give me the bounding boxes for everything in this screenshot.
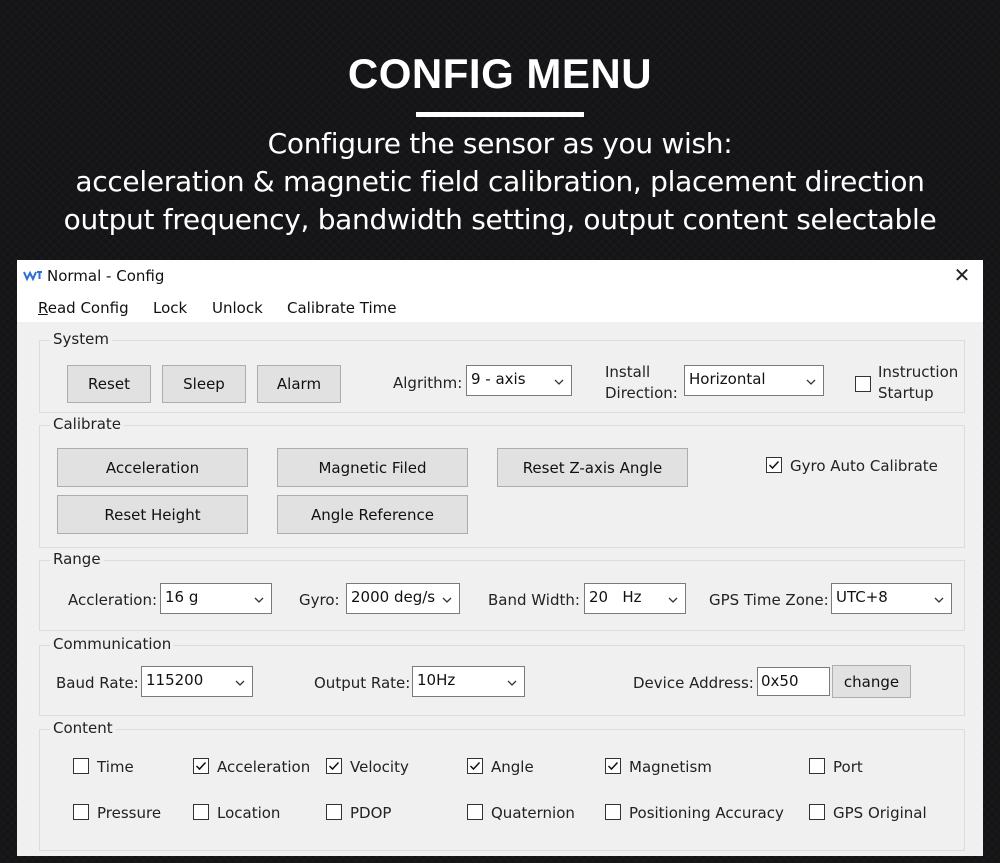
content-checkbox-magnetism[interactable] <box>605 758 621 774</box>
config-window <box>17 260 983 856</box>
content-checkbox-angle[interactable] <box>467 758 483 774</box>
device-address-label: Device Address: <box>633 674 754 692</box>
chevron-down-icon <box>553 374 565 386</box>
calibrate-group <box>39 415 965 548</box>
system-label: System <box>50 330 112 348</box>
content-checkbox-velocity[interactable] <box>326 758 342 774</box>
algorithm-select[interactable] <box>466 365 572 396</box>
gyro-range-value: 2000 deg/s <box>351 588 436 606</box>
output-rate-value: 10Hz <box>417 671 456 689</box>
communication-label: Communication <box>50 635 174 653</box>
content-label-item: Positioning Accuracy <box>629 804 784 822</box>
content-checkbox-pressure[interactable] <box>73 804 89 820</box>
alarm-button[interactable]: Alarm <box>257 365 341 403</box>
content-checkbox-gps-original[interactable] <box>809 804 825 820</box>
content-group <box>39 719 965 851</box>
algorithm-label: Algrithm: <box>393 374 463 392</box>
reset-z-axis-button[interactable]: Reset Z-axis Angle <box>497 448 688 487</box>
chevron-down-icon <box>667 592 679 604</box>
chevron-down-icon <box>253 592 265 604</box>
chevron-down-icon <box>506 675 518 687</box>
gps-time-zone-label: GPS Time Zone: <box>709 591 829 609</box>
menu-read-config[interactable] <box>38 299 129 317</box>
menu-calibrate-time[interactable]: Calibrate Time <box>287 299 397 317</box>
title-underline <box>416 112 584 117</box>
content-label-item: Pressure <box>97 804 162 822</box>
chevron-down-icon <box>441 592 453 604</box>
content-checkbox-location[interactable] <box>193 804 209 820</box>
content-label-item: Time <box>97 758 134 776</box>
range-group <box>39 550 965 631</box>
baud-rate-select[interactable] <box>141 666 253 697</box>
checkmark-icon <box>469 760 481 772</box>
menu-read-config-mnemonic: R <box>38 299 48 317</box>
calibrate-label: Calibrate <box>50 415 124 433</box>
menu-read-config-label: ead Config <box>47 299 129 317</box>
content-label-item: Acceleration <box>217 758 311 776</box>
bandwidth-select[interactable] <box>584 583 686 614</box>
content-label-item: Angle <box>491 758 534 776</box>
reset-button[interactable]: Reset <box>67 365 151 403</box>
baud-rate-value: 115200 <box>146 671 204 689</box>
reset-height-button[interactable]: Reset Height <box>57 495 248 534</box>
chevron-down-icon <box>234 675 246 687</box>
install-direction-value: Horizontal <box>689 370 766 388</box>
content-checkbox-time[interactable] <box>73 758 89 774</box>
gyro-auto-calibrate-checkbox[interactable] <box>766 457 782 473</box>
hero-line-2: acceleration & magnetic field calibration, placement direction <box>75 165 925 198</box>
device-address-input[interactable]: 0x50 <box>757 667 830 696</box>
checkmark-icon <box>328 760 340 772</box>
hero-line-3: output frequency, bandwidth setting, output content selectable <box>63 203 937 236</box>
close-icon[interactable]: ✕ <box>953 263 971 287</box>
calibrate-magnetic-button[interactable]: Magnetic Filed <box>277 448 468 487</box>
instruction-label-line1: Instruction <box>878 363 959 381</box>
install-direction-select[interactable] <box>684 365 824 396</box>
change-address-button[interactable]: change <box>832 665 911 698</box>
gyro-range-select[interactable] <box>346 583 460 614</box>
gps-time-zone-value: UTC+8 <box>836 588 888 606</box>
hero-title: CONFIG MENU <box>347 50 653 97</box>
content-checkbox-quaternion[interactable] <box>467 804 483 820</box>
output-rate-select[interactable] <box>412 666 525 697</box>
algorithm-value: 9 - axis <box>471 370 526 388</box>
content-label: Content <box>50 719 116 737</box>
content-label-item: PDOP <box>350 804 392 822</box>
gyro-auto-calibrate-label: Gyro Auto Calibrate <box>790 457 938 475</box>
output-rate-label: Output Rate: <box>314 674 411 692</box>
title-bar <box>17 260 983 292</box>
instruction-startup-checkbox[interactable] <box>855 376 871 392</box>
menu-unlock[interactable]: Unlock <box>212 299 263 317</box>
wit-logo-icon <box>23 268 43 282</box>
sleep-button[interactable]: Sleep <box>162 365 246 403</box>
content-label-item: Port <box>833 758 863 776</box>
content-label-item: Location <box>217 804 281 822</box>
system-group <box>39 330 965 413</box>
content-label-item: Quaternion <box>491 804 575 822</box>
content-label-item: GPS Original <box>833 804 927 822</box>
menu-bar <box>17 292 983 322</box>
bandwidth-label: Band Width: <box>488 591 580 609</box>
window-title: Normal - Config <box>47 267 165 285</box>
content-checkbox-port[interactable] <box>809 758 825 774</box>
install-label-line2: Direction: <box>605 384 678 402</box>
gyro-range-label: Gyro: <box>299 591 340 609</box>
hero-line-1: Configure the sensor as you wish: <box>267 127 733 160</box>
checkmark-icon <box>195 760 207 772</box>
install-label-line1: Install <box>605 363 651 381</box>
gps-time-zone-select[interactable] <box>831 583 952 614</box>
acceleration-range-value: 16 g <box>165 588 199 606</box>
menu-lock[interactable]: Lock <box>153 299 188 317</box>
content-checkbox-pdop[interactable] <box>326 804 342 820</box>
checkmark-icon <box>607 760 619 772</box>
acceleration-range-select[interactable] <box>160 583 272 614</box>
content-checkbox-positioning-accuracy[interactable] <box>605 804 621 820</box>
angle-reference-button[interactable]: Angle Reference <box>277 495 468 534</box>
bandwidth-value: 20 Hz <box>589 588 642 606</box>
calibrate-acceleration-button[interactable]: Acceleration <box>57 448 248 487</box>
content-label-item: Magnetism <box>629 758 712 776</box>
content-checkbox-acceleration[interactable] <box>193 758 209 774</box>
acceleration-range-label: Accleration: <box>68 591 158 609</box>
range-label: Range <box>50 550 104 568</box>
communication-group <box>39 635 965 716</box>
chevron-down-icon <box>933 592 945 604</box>
instruction-label-line2: Startup <box>878 384 934 402</box>
content-label-item: Velocity <box>350 758 409 776</box>
checkmark-icon <box>768 459 780 471</box>
chevron-down-icon <box>805 374 817 386</box>
hero-banner <box>0 0 1000 260</box>
baud-rate-label: Baud Rate: <box>56 674 139 692</box>
